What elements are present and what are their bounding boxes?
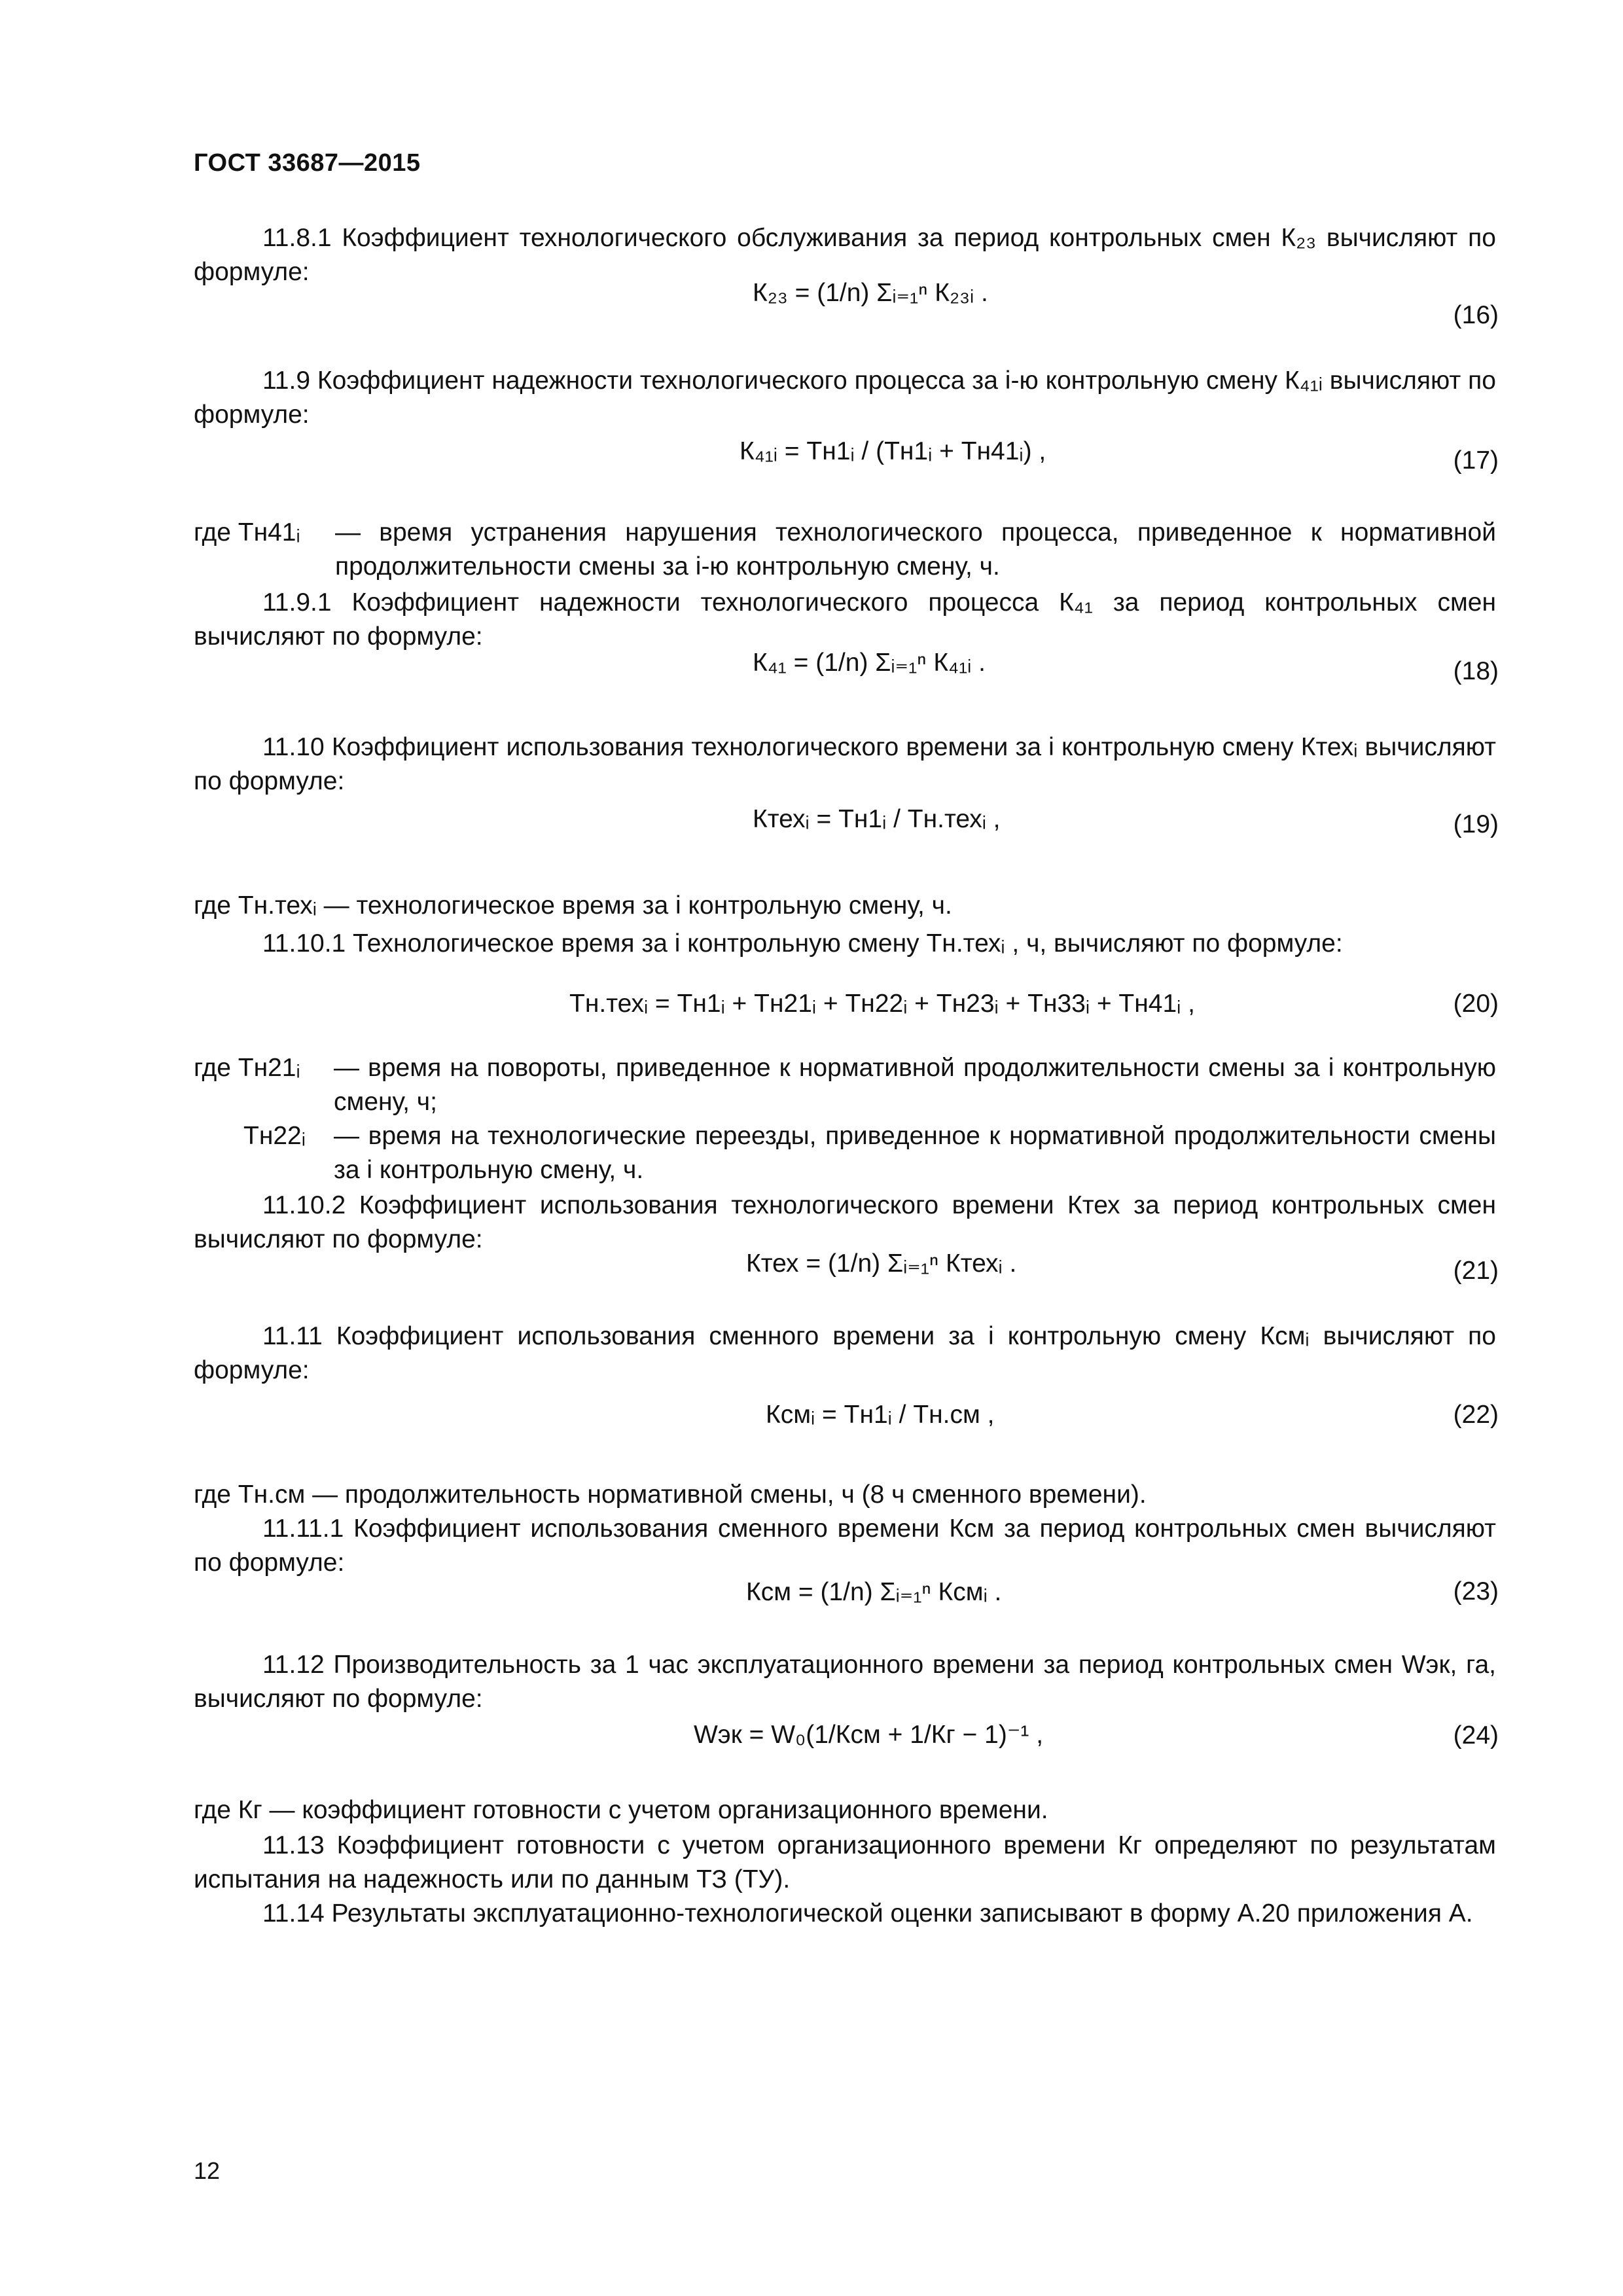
formula-21: [746, 1249, 1016, 1278]
paragraph-11-9: 11.9 Коэффициент надежности технологического процесса за i-ю контрольную смену К₄₁ᵢ вычисляют по формуле:: [194, 367, 1496, 429]
formula-16: [753, 278, 988, 308]
formula-23-lhs: Ксм: [746, 1578, 792, 1606]
document-header: ГОСТ 33687—2015: [194, 149, 421, 177]
formula-20: Тн.техᵢ = Тн1ᵢ + Тн21ᵢ + Тн22ᵢ + Тн23ᵢ + Тн33ᵢ + Тн41ᵢ ,: [569, 990, 1195, 1018]
where-t-n21: где Тн21ᵢ: [194, 1054, 300, 1082]
formula-19-lhs: Ктехᵢ: [753, 805, 810, 833]
formula-22: [766, 1401, 995, 1429]
formula-24: [694, 1720, 1043, 1749]
formula-18-rhs: = (1/n) Σᵢ₌₁ⁿ К₄₁ᵢ .: [793, 649, 986, 677]
formula-22-rhs: = Тн1ᵢ / Тн.см ,: [822, 1401, 995, 1429]
equation-number-24: (24): [1453, 1721, 1499, 1749]
equation-number-20: (20): [1453, 990, 1499, 1018]
formula-23: [746, 1577, 1001, 1607]
formula-22-lhs: Ксмᵢ: [766, 1401, 815, 1429]
equation-number-21: (21): [1453, 1257, 1499, 1285]
paragraph-11-9-1: 11.9.1 Коэффициент надежности технологического процесса К₄₁ за период контрольных смен вычисляют по формуле:: [194, 588, 1496, 651]
formula-18-lhs: К₄₁: [753, 649, 787, 677]
paragraph-11-8-1: 11.8.1 Коэффициент технологического обслуживания за период контрольных смен К₂₃ вычисляют по формуле:: [194, 224, 1496, 286]
formula-21-rhs: = (1/n) Σᵢ₌₁ⁿ Ктехᵢ .: [806, 1249, 1017, 1278]
paragraph-11-12: 11.12 Производительность за 1 час эксплуатационного времени за период контрольных смен Wэк, га, вычисляют по формуле:: [194, 1651, 1496, 1713]
formula-18: [753, 648, 986, 677]
paragraph-11-11: 11.11 Коэффициент использования сменного времени за i контрольную смену Ксмᵢ вычисляют по формуле:: [194, 1322, 1496, 1384]
where-t-ntex: где Тн.техᵢ — технологическое время за i контрольную смену, ч.: [194, 891, 952, 920]
formula-16-rhs: = (1/n) Σᵢ₌₁ⁿ К₂₃ᵢ .: [794, 279, 988, 307]
page-number: 12: [194, 2157, 221, 2184]
formula-24-rhs: = W₀(1/Ксм + 1/Кг − 1)⁻¹ ,: [749, 1721, 1044, 1749]
equation-number-16: (16): [1453, 301, 1499, 329]
paragraph-11-13: 11.13 Коэффициент готовности с учетом организационного времени Кг определяют по результатам испытания на надежность или по данным ТЗ (ТУ).: [194, 1831, 1496, 1893]
where-t-n41: где Тн41ᵢ: [194, 518, 300, 547]
paragraph-11-10-2: 11.10.2 Коэффициент использования технологического времени Ктех за период контрольных смен вычисляют по формуле:: [194, 1191, 1496, 1253]
formula-17-rhs: = Тн1ᵢ / (Тн1ᵢ + Тн41ᵢ) ,: [784, 437, 1046, 465]
equation-number-19: (19): [1453, 810, 1499, 838]
where-t-n22: Тн22ᵢ: [243, 1122, 306, 1150]
where-t-n41-definition: — время устранения нарушения технологического процесса, приведенное к нормативной продолжительности смены за i-ю контрольную смену, ч.: [335, 518, 1496, 581]
where-t-nsm: где Тн.см — продолжительность нормативной смены, ч (8 ч сменного времени).: [194, 1480, 1147, 1509]
paragraph-11-14: 11.14 Результаты эксплуатационно-технологической оценки записывают в форму А.20 приложения А.: [262, 1899, 1473, 1928]
formula-19: [753, 805, 1001, 834]
equation-number-17: (17): [1453, 446, 1499, 475]
equation-number-23: (23): [1453, 1577, 1499, 1605]
formula-17: [740, 437, 1046, 466]
formula-24-lhs: Wэк: [694, 1721, 742, 1749]
formula-17-lhs: К₄₁ᵢ: [740, 437, 777, 465]
equation-number-22: (22): [1453, 1401, 1499, 1429]
where-t-n21-definition: — время на повороты, приведенное к нормативной продолжительности смены за i контрольную смену, ч;: [334, 1054, 1496, 1116]
formula-23-rhs: = (1/n) Σᵢ₌₁ⁿ Ксмᵢ .: [798, 1578, 1002, 1606]
paragraph-11-10: 11.10 Коэффициент использования технологического времени за i контрольную смену Ктехᵢ вычисляют по формуле:: [194, 733, 1496, 795]
paragraph-11-11-1: 11.11.1 Коэффициент использования сменного времени Ксм за период контрольных смен вычисляют по формуле:: [194, 1515, 1496, 1577]
where-k-g: где Кг — коэффициент готовности с учетом организационного времени.: [194, 1796, 1048, 1824]
equation-number-18: (18): [1453, 657, 1499, 685]
formula-21-lhs: Ктех: [746, 1249, 799, 1278]
formula-19-rhs: = Тн1ᵢ / Тн.техᵢ ,: [816, 805, 1001, 833]
where-t-n22-definition: — время на технологические переезды, приведенное к нормативной продолжительности смены за i контрольную смену, ч.: [334, 1122, 1496, 1184]
formula-16-lhs: К₂₃: [753, 279, 788, 307]
paragraph-11-10-1: 11.10.1 Технологическое время за i контрольную смену Тн.техᵢ , ч, вычисляют по формуле:: [262, 929, 1343, 958]
